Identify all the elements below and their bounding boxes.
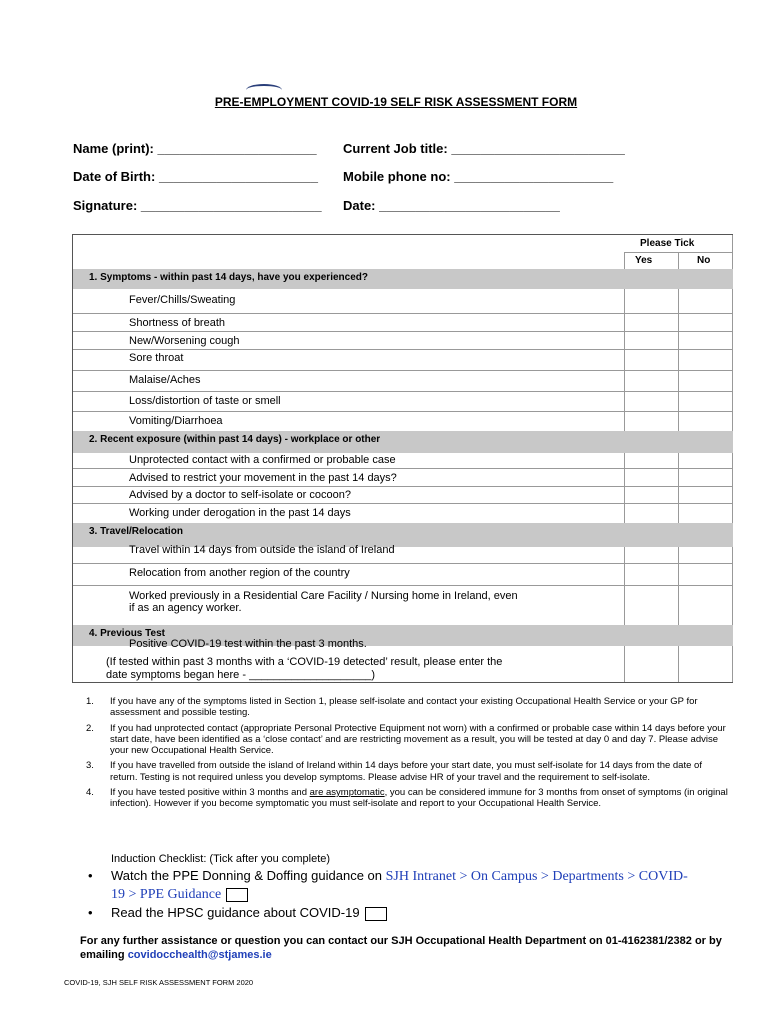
job-title-field[interactable]: Current Job title: ________________________ — [343, 141, 625, 156]
email-link[interactable]: covidocchealth@stjames.ie — [127, 949, 272, 961]
on-campus-link[interactable]: On Campus — [470, 869, 538, 884]
no-header: No — [697, 255, 711, 266]
page-footer: COVID-19, SJH SELF RISK ASSESSMENT FORM 2020 — [64, 978, 254, 987]
note-item: 1. If you have any of the symptoms listed in Section 1, please self-isolate and contact your existing Occupational Health Service or your GP for assessment and possible testing. — [86, 696, 698, 719]
mobile-field[interactable]: Mobile phone no: ______________________ — [343, 169, 614, 184]
dob-field[interactable]: Date of Birth: ______________________ — [73, 169, 319, 184]
yes-header: Yes — [635, 255, 653, 266]
hpsc-tick-box[interactable] — [365, 907, 387, 921]
guidance-notes — [72, 696, 732, 814]
section-previous-test: 4. Previous Test — [73, 625, 733, 646]
name-field[interactable]: Name (print): ______________________ — [73, 141, 317, 156]
section-symptoms: 1. Symptoms - within past 14 days, have you experienced? — [73, 269, 733, 289]
date-field[interactable]: Date: _________________________ — [343, 198, 560, 213]
note-item: 3. If you have travelled from outside the island of Ireland within 14 days before your start date, you must self-isolate for 14 days from the date of return. Testing is not required unless you develop symptoms. Please advise HR of your travel and the requirement to self-isolate. — [86, 760, 702, 783]
covid-link[interactable]: COVID- — [638, 869, 688, 884]
departments-link[interactable]: Departments — [552, 869, 624, 884]
please-tick-header: Please Tick — [640, 238, 695, 249]
section-travel: 3. Travel/Relocation — [73, 523, 733, 547]
note-item: 2. If you had unprotected contact (appropriate Personal Protective Equipment not worn) with a confirmed or probable case within 14 days before your start date, have been identified as a ‘close contact’ and are restricting movement as a result, you will be tested at day 0 and day 7. Please advise your new Occupational Health Service. — [86, 722, 726, 757]
ppe-tick-box[interactable] — [226, 888, 248, 902]
page-title: PRE-EMPLOYMENT COVID-19 SELF RISK ASSESSMENT FORM — [214, 95, 578, 109]
assessment-table: Please Tick Yes No 1. Symptoms - within past 14 days, have you experienced? Fever/Chills/Sweating Shortness of breath New/Worsening cough Sore throat Malaise/Aches Loss/distortion of taste or smell Vomiting/Diarrhoea 2. Recent exposure (within past 14 days) - workplace or other Unprotected contact with a confirmed or probable case Advised to restrict your movement in the past 14 days? Advised by a doctor to self-isolate or cocoon? Working under derogation in the past 14 days 3. Travel/Relocation Travel within 14 days from outside the island of Ireland Relocation from another region of the country Worked previously in a Residential Care Facility / Nursing home in Ireland, even if as an agency worker. 4. Previous Test Positive COVID-19 test within the past 3 months. (If tested within past 3 months with a ‘COVID-19 detected’ result, please enter the date symptoms began here - ____________________) — [72, 234, 733, 683]
covid-19-link[interactable]: 19 — [111, 887, 125, 902]
section-exposure: 2. Recent exposure (within past 14 days) - workplace or other — [73, 431, 733, 453]
note-item: 4. If you have tested positive within 3 months and are asymptomatic, you can be considered immune for 3 months from onset of symptoms (in original infection). However if you become symptomatic you must self-isolate and report to your Occupational Health Service. — [86, 787, 728, 810]
induction-checklist-heading: Induction Checklist: (Tick after you complete) — [111, 853, 331, 865]
ppe-guidance-link[interactable]: PPE Guidance — [139, 887, 222, 902]
signature-field[interactable]: Signature: _________________________ — [73, 198, 322, 213]
contact-info: For any further assistance or question you can contact our SJH Occupational Health Department on 01-4162381/2382 or by emailing covidocchealth@stjames.ie — [80, 935, 722, 961]
sjh-intranet-link[interactable]: SJH Intranet — [385, 869, 457, 884]
